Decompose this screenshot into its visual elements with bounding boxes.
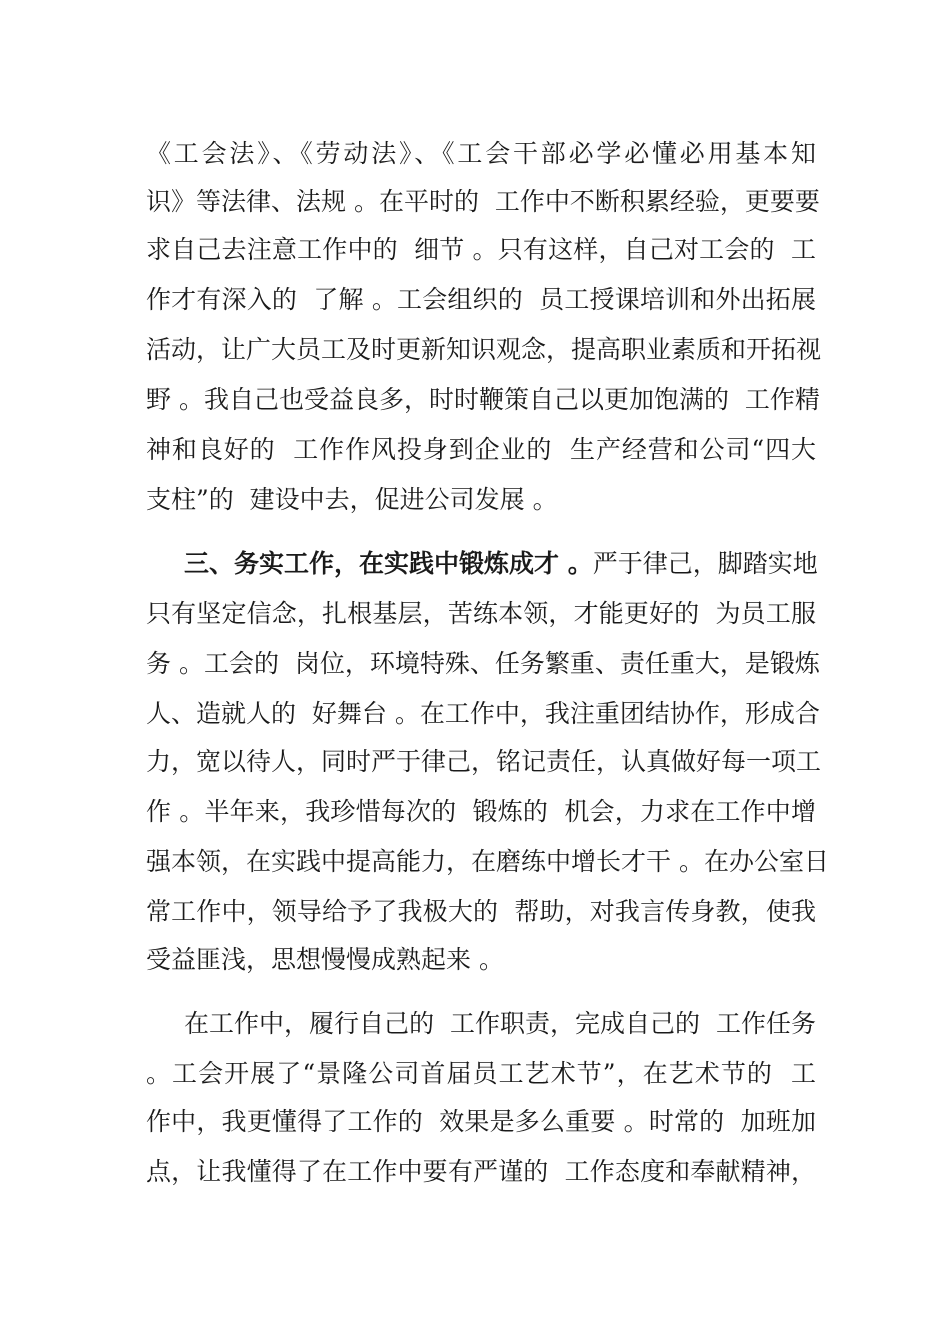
paragraph-1-line-3: 求自己去注意工作中的 细节 。只有这样，自己对工会的 工 (146, 235, 816, 264)
paragraph-1-line-6: 野 。我自己也受益良多，时时鞭策自己以更加饱满的 工作精 (146, 385, 820, 414)
paragraph-2-line-6: 作 。半年来，我珍惜每次的 锻炼的 机会，力求在工作中增 (146, 797, 816, 826)
paragraph-2-line-3: 务 。工会的 岗位，环境特殊、任务繁重、责任重大，是锻炼 (146, 649, 820, 678)
paragraph-1-line-1: 《工会法》、《劳动法》、《工会干部必学必懂必用基本知 (146, 139, 816, 168)
paragraph-2-line-5: 力，宽以待人，同时严于律己，铭记责任，认真做好每一项工 (146, 747, 822, 776)
paragraph-2-line-4: 人、造就人的 好舞台 。在工作中，我注重团结协作，形成合 (146, 699, 820, 728)
paragraph-3-line-1: 在工作中，履行自己的 工作职责，完成自己的 工作任务 (184, 1009, 816, 1038)
paragraph-1-line-5: 活动，让广大员工及时更新知识观念，提高职业素质和开拓视 (146, 335, 822, 364)
paragraph-2-line-1 (184, 548, 816, 580)
paragraph-1-line-4: 作才有深入的 了解 。工会组织的 员工授课培训和外出拓展 (146, 285, 816, 314)
paragraph-2-line-7: 强本领，在实践中提高能力，在磨练中增长才干 。在办公室日 (146, 847, 829, 876)
paragraph-3-line-3: 作中，我更懂得了工作的 效果是多么重要 。时常的 加班加 (146, 1107, 816, 1136)
paragraph-3-line-4: 点，让我懂得了在工作中要有严谨的 工作态度和奉献精神， (146, 1157, 816, 1186)
paragraph-1-line-2: 识》等法律、法规 。在平时的 工作中不断积累经验，更要要 (146, 187, 820, 216)
paragraph-3-line-2: 。工会开展了“景隆公司首届员工艺术节”，在艺术节的 工 (146, 1059, 816, 1088)
paragraph-2-line-1-text: 严于律己，脚踏实地 (592, 549, 818, 578)
section-heading: 三、务实工作，在实践中锻炼成才 。 (184, 549, 593, 578)
paragraph-2-line-8: 常工作中，领导给予了我极大的 帮助，对我言传身教，使我 (146, 897, 816, 926)
paragraph-1-line-7: 神和良好的 工作作风投身到企业的 生产经营和公司“四大 (146, 435, 816, 464)
paragraph-2-line-2: 只有坚定信念，扎根基层，苦练本领，才能更好的 为员工服 (146, 599, 816, 628)
paragraph-1-line-8: 支柱”的 建设中去，促进公司发展 。 (146, 485, 558, 514)
paragraph-2-line-9: 受益匪浅，思想慢慢成熟起来 。 (146, 945, 504, 974)
